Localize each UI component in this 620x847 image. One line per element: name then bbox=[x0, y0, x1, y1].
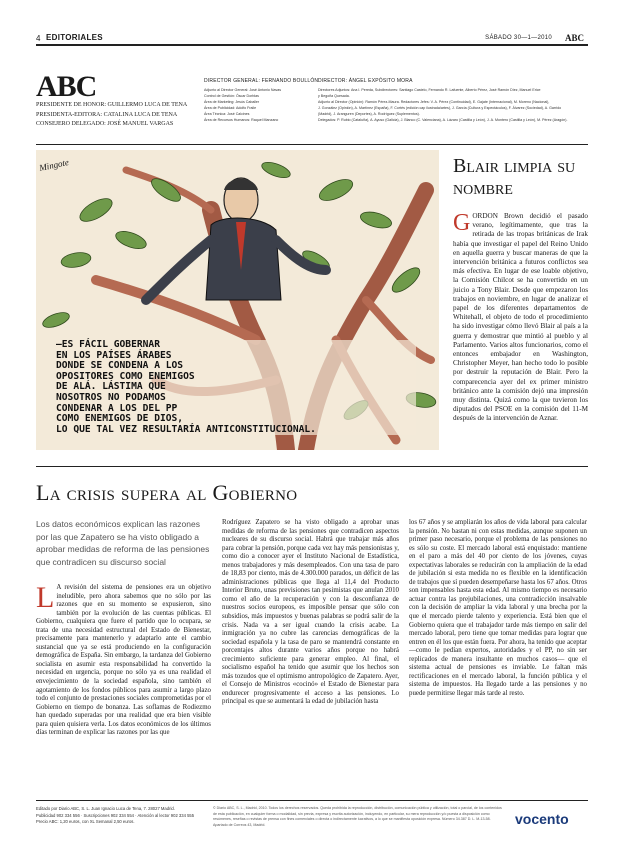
caption-line: EN LOS PAÍSES ÁRABES bbox=[56, 349, 172, 361]
main-editorial-dropcap: L bbox=[36, 581, 55, 614]
footer-rule bbox=[36, 800, 588, 801]
staff-line: y Begoña Quesada. bbox=[318, 94, 350, 98]
staff-line: Directores Adjuntos: Ana I. Pereda, Subdirectores: Santiago Castelo, Fernando R. Lafuente, Alberto Pérez, José Ramón Díez, Manuel Erice bbox=[318, 88, 541, 92]
caption-line: DE ALÁ. LÁSTIMA QUE bbox=[56, 381, 166, 393]
director-general: DIRECTOR GENERAL: FERNANDO BOULLÓN bbox=[204, 78, 319, 84]
side-editorial-title: Blair limpia su nombre bbox=[453, 155, 576, 199]
main-editorial-title: La crisis supera al Gobierno bbox=[36, 480, 298, 505]
staff-left bbox=[204, 87, 304, 123]
caption-line: OPOSITORES COMO ENEMIGOS bbox=[56, 370, 195, 382]
vocento-logo: vocento bbox=[515, 811, 569, 827]
staff-line: Área de Marketing: Jesús Caballer bbox=[204, 100, 260, 104]
caption-line: COMO ENEMIGOS DE DIOS, bbox=[56, 413, 184, 425]
masthead-line: PRESIDENTE DE HONOR: GUILLERMO LUCA DE TENA bbox=[36, 102, 188, 108]
main-editorial-column-2: Rodríguez Zapatero se ha visto obligado a aprobar unas medidas de reforma de las pensiones que contradicen aspectos nucleares de su discurso social. Habrá que trabajar más años para cobrar la pensión, porque cada vez hay más pensionistas y, como dio a conocer ayer el Instituto Nacional de Estadística, menos trabajadores y más desempleados. Con una tasa de paro de 18,83 por ciento, más de 4.300.000 parados, un déficit de las administraciones públicas que llega al 11,4 del Producto Interior Bruto, unas previsiones tan pesimistas que anulan 2010 como el año de la recuperación y con la desconfianza de nuestros socios europeos, es imposible pensar que sólo con subsidios, más impuestos y buenas palabras se podrá salir de la crisis. Nada va a ser igual cuando la crisis acabe. La inmigración ya no cubre las carencias demográficas de la sociedad española y la tasa de paro se mantendrá constante en porcentajes altos durante varios años porque no habrá crecimiento suficiente para generar empleo. Al final, el socialismo español ha tenido que asumir que los hechos son más tozudos que el optimismo antropológico de Zapatero. Ayer, el Consejo de Ministros «cocinó» el Estado de Bienestar para endurecer progresivamente el acceso a las pensiones. Lo principal es que se aumentará la edad de jubilación hasta bbox=[222, 519, 399, 706]
section-label: EDITORIALES bbox=[46, 33, 103, 42]
staff-line: Delegados: P. Rubio (Cataluña), A. Ayuso (Galicia), J. Blanco (C. Valenciana), A. Lázaro (Castilla y León), J. A. Montero (Castilla y León), M. Pérez (Aragón). bbox=[318, 118, 568, 122]
side-editorial-text: ORDON Brown decidió el pasado verano, legítimamente, que tras la retirada de las tropas británicas de Irak había que investigar el papel del Reino Unido en aquella guerra y buscar maneras de que la intervención británica a futuros conflictos sea más efectiva. En lugar de ese loable objetivo, la Comisión Chilcot se ha convertido en un juicio a Tony Blair. Desde que empezaron los trabajos en noviembre, en lugar de analizar el papel de los diferentes departamentos de Whitehall, el objeto de todo el procedimiento ha sido investigar cómo llevó Blair al país a la guerra y demostrar que mintió al pueblo y al Parlamento. Varios altos funcionarios, como el entonces embajador en Washington, Christopher Meyer, han hecho todo lo posible por destruir la reputación de Blair. Pero la comparecencia ayer del ex primer ministro británico ante la comisión dejó una impresión muy distinta. Quizá como la que tuvieron los diputados del PSOE en la comisión del 11-M después de la intervención de Aznar. bbox=[453, 212, 588, 423]
caption-line: CONDENAR A LOS DEL PP bbox=[56, 402, 178, 414]
page-number: 4 bbox=[36, 34, 41, 43]
masthead-line: PRESIDENTA-EDITORA: CATALINA LUCA DE TENA bbox=[36, 111, 178, 118]
footer-legal-notice: © Diario ABC, S. L., Madrid, 2010. Todos los derechos reservados. Queda prohibida la reproducción, distribución, comunicación pública y utilización, total o parcial, de los contenidos de esta publicación, en cualquier forma o modalidad, sin previa, expresa y escrita autorización, incluyendo, en particular, su mera reproducción y/o puesta a disposición como resúmenes, reseñas o revistas de prensa con fines comerciales o directa o indirectamente lucrativos, a lo que se manifiesta oposición expresa. Número 34.387 D. L. M-13-58. Apartado de Correos 43, Madrid. bbox=[213, 806, 502, 827]
main-editorial-column-3: los 67 años y se ampliarán los años de vida laboral para calcular la pensión. No bastan ni con estas medidas, aunque suponen un primer paso necesario, porque el problema de las pensiones no es sólo su coste. El mercado laboral está enquistado: mantiene en el paro a más del 40 por ciento de los jóvenes, cuyas expectativas laborales se reducirán con la ampliación de la edad de jubilación si esta medida no es flexible en la identificación de trabajos que sí pueden desempeñarse hasta los 67 años. Otros son impensables hasta esta edad. Al mismo tiempo es necesario actuar contra las prejubilaciones, una contradicción insalvable con la decisión de ampliar la vida laboral y una brecha por la que el mercado pierde talento y experiencia. Está bien que el Gobierno quiera que el trabajador tarde más tiempo en salir del mercado laboral, pero tiene que tomar medidas para lograr que entren en él los que están fuera. Por ahora, ha tenido que aceptar —como le pedían expertos, autoridades y el PP, no sin ser replicados de manera insultante en muchos casos— que el sistema actual de pensiones es inviable. Le faltan más rectificaciones en el mercado laboral, la función pública y el sistema de impuestos. Ha llegado tarde a las pensiones y no puede permitirse llegar más tarde al resto. bbox=[409, 519, 587, 697]
side-editorial-body bbox=[453, 212, 588, 424]
footer-line: Publicidad 902 334 556 · Suscripciones 902 334 554 · Atención al lector 902 334 555 bbox=[36, 812, 195, 818]
main-editorial-column-1 bbox=[36, 581, 211, 738]
director: DIRECTOR: ÁNGEL EXPÓSITO MORA bbox=[318, 78, 413, 84]
masthead-credits bbox=[36, 101, 211, 130]
footer-publisher-info bbox=[36, 806, 208, 826]
staff-line: J. González (Opinión), A. Martínez (España), F. Cortés (edición cap ilustrada/artes), J. García (Cultura y Espectáculos), F. Álvarez (Sociedad), A. Garrido bbox=[318, 106, 562, 110]
masthead-line: CONSEJERO DELEGADO: JOSÉ MANUEL VARGAS bbox=[36, 121, 174, 127]
staff-line: Control de Gestión: Óscar Dorblas bbox=[204, 94, 259, 98]
caption-line: LO QUE TAL VEZ RESULTARÍA ANTICONSTITUCIONAL. bbox=[56, 423, 316, 435]
abc-logo: ABC bbox=[36, 70, 97, 103]
staff-line: (Madrid), J. Aranguren (Deportes), A. Rodríguez (Suplementos). bbox=[318, 112, 420, 116]
masthead-rule bbox=[36, 144, 588, 145]
header-rule bbox=[36, 44, 588, 46]
cartoon-caption bbox=[56, 340, 416, 435]
caption-line: —ES FÁCIL GOBERNAR bbox=[56, 339, 160, 350]
staff-line: Área Técnica: José Calcines bbox=[204, 112, 250, 116]
cartoon-illustration bbox=[36, 150, 439, 450]
section-rule bbox=[36, 466, 588, 467]
cartoonist-signature: Mingote bbox=[38, 156, 70, 174]
footer-line: Precio ABC: 1,20 euros, con XL Semanal 2,50 euros. bbox=[36, 819, 135, 824]
caption-line: DONDE SE CONDENA A LOS bbox=[56, 360, 184, 372]
header-brand: ABC bbox=[564, 33, 584, 43]
caption-line: NOSOTROS NO PODAMOS bbox=[56, 391, 166, 403]
staff-line: Área de Publicidad: Adolfo Fraile bbox=[204, 106, 257, 110]
staff-line: Adjunto al Director General: José Antonio Navas bbox=[204, 88, 282, 92]
footer-line: Editado por Diario ABC, S. L. Juan Ignacio Luca de Tena, 7. 28027 Madrid. bbox=[36, 806, 175, 811]
staff-line: Adjunto al Director (Opinión): Ramón Pérez-Maura. Redactores Jefes: V. A. Pérez (Continuidad), E. Gajate (Internacional), M. Moreno (Nacional), bbox=[318, 100, 550, 104]
main-editorial-lede: Los datos económicos explican las razones por las que Zapatero se ha visto obligado a aprobar medidas de reforma de las pensiones que contradicen su discurso social bbox=[36, 519, 210, 567]
side-editorial-dropcap: G bbox=[453, 210, 471, 236]
staff-line: Área de Recursos Humanos: Raquel Manzano bbox=[204, 118, 279, 122]
column-text: A revisión del sistema de pensiones era un objetivo ineludible, pero ahora sabemos que no sólo por las razones que en su momento se expusieron, sino también por la evolución de las cuentas públicas. El Gobierno, cualquiera que fuere el partido que lo ocupara, se trata de una necesidad estructural del Estado de Bienestar, precisamente para mantenerlo y adaptarlo ante el cambio sustancial que ya se está produciendo en la configuración demográfica de España. Sin embargo, la tardanza del Gobierno socialista en asumir esta responsabilidad ha convertido la necesidad en urgencia, porque no sólo ya es una realidad el envejecimiento de la sociedad española, sino también el agotamiento de los fondos públicos para asumir a largo plazo todo el conjunto de prestaciones sociales comprometidas por el Gobierno en tiempo de bonanza. Las soflamas de Rodiezmo han quedado superadas por una realidad que era bien visible para quien quisiera verla. Los datos económicos de los últimos días terminan de explicar las razones por las que bbox=[36, 584, 211, 737]
issue-date: SÁBADO 30—1—2010 bbox=[485, 35, 552, 41]
staff-right bbox=[318, 87, 588, 123]
